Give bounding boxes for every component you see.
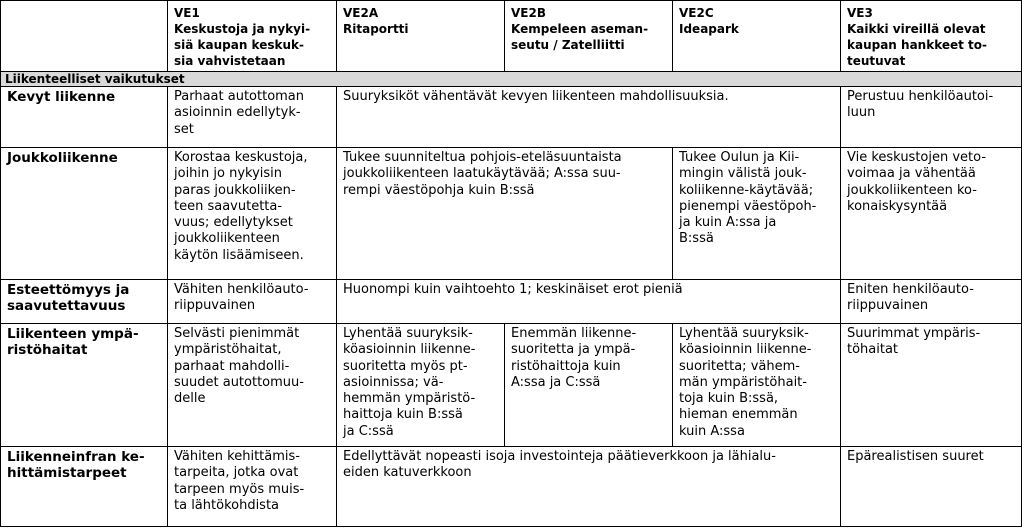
cell-ve3: Epärealistisen suuret [841, 447, 1022, 527]
header-empty-cell [1, 1, 168, 72]
cell-ve3: Perustuu henkilöautoi- luun [841, 87, 1022, 148]
header-title: Kempeleen aseman- seutu / Zatelliitti [511, 22, 649, 52]
cell-ve3: Eniten henkilöauto- riippuvainen [841, 280, 1022, 324]
table-row [1, 280, 1022, 324]
section-row [1, 72, 1022, 87]
header-title: Keskustoja ja nykyi- siä kaupan keskuk- sia vahvistetaan [174, 22, 311, 68]
cell-ve2a: Lyhentää suuryksik- köasioinnin liikenne- suoritetta myös pt- asioinnissa; vä- hemmän ympäristö- haittoja kuin B:ssä ja C:ssä [337, 324, 505, 447]
cell-ve3: Suurimmat ympäris- töhaitat [841, 324, 1022, 447]
header-ve2c [673, 1, 841, 72]
cell-ve2c: Tukee Oulun ja Kii- mingin välistä jouk- koliikenne-käytävää; pienempi väestöpoh- ja kuin A:ssa ja B:ssä [673, 148, 841, 280]
cell-ve1: Korostaa keskustoja, joihin jo nykyisin paras joukkoliiken- teen saavutetta- vuus; edellytykset joukkoliikenteen käytön lisäämiseen. [168, 148, 337, 280]
cell-ve2c: Lyhentää suuryksik- köasioinnin liikenne- suoritetta; vähem- män ympäristöhait- toja kuin B:ssä, hieman enemmän kuin A:ssa [673, 324, 841, 447]
table-row [1, 148, 1022, 280]
header-ve2a [337, 1, 505, 72]
table-row [1, 87, 1022, 148]
header-title: Ideapark [679, 22, 739, 36]
header-row [1, 1, 1022, 72]
header-code: VE2B [511, 6, 546, 20]
cell-ve1: Parhaat autottoman asioinnin edellytyk- set [168, 87, 337, 148]
row-label-joukko: Joukkoliikenne [1, 148, 168, 280]
cell-ve1: Vähiten kehittämis- tarpeita, jotka ovat tarpeen myös muis- ta lähtökohdista [168, 447, 337, 527]
table-row [1, 447, 1022, 527]
row-label-ymp: Liikenteen ympä- ristöhaitat [1, 324, 168, 447]
row-label-kevyt: Kevyt liikenne [1, 87, 168, 148]
row-label-infra: Liikenneinfran ke- hittämistarpeet [1, 447, 168, 527]
section-label: Liikenteelliset vaikutukset [1, 72, 1022, 87]
cell-ve2-merged: Huonompi kuin vaihtoehto 1; keskinäiset erot pieniä [337, 280, 841, 324]
cell-ve2ab-merged: Tukee suunniteltua pohjois-eteläsuuntaista joukkoliikenteen laatukäytävää; A:ssa suu- rempi väestöpohja kuin B:ssä [337, 148, 673, 280]
table-row [1, 324, 1022, 447]
cell-ve1: Selvästi pienimmät ympäristöhaitat, parhaat mahdolli- suudet autottomuu- delle [168, 324, 337, 447]
cell-ve1: Vähiten henkilöauto- riippuvainen [168, 280, 337, 324]
header-code: VE2A [343, 6, 379, 20]
cell-ve2b: Enemmän liikenne- suoritetta ja ympä- ristöhaittoja kuin A:ssa ja C:ssä [505, 324, 673, 447]
header-code: VE2C [679, 6, 714, 20]
header-ve1 [168, 1, 337, 72]
cell-ve2-merged: Suuryksiköt vähentävät kevyen liikenteen mahdollisuuksia. [337, 87, 841, 148]
header-ve2b [505, 1, 673, 72]
header-code: VE1 [174, 6, 200, 20]
cell-ve2-merged: Edellyttävät nopeasti isoja investointeja päätieverkkoon ja lähialu- eiden katuverkkoon [337, 447, 841, 527]
header-code: VE3 [847, 6, 873, 20]
header-ve3 [841, 1, 1022, 72]
row-label-este: Esteettömyys ja saavutettavuus [1, 280, 168, 324]
header-title: Kaikki vireillä olevat kaupan hankkeet to- teutuvat [847, 22, 988, 68]
header-title: Ritaportti [343, 22, 409, 36]
cell-ve3: Vie keskustojen veto- voimaa ja vähentää joukkoliikenteen ko- konaiskysyntää [841, 148, 1022, 280]
